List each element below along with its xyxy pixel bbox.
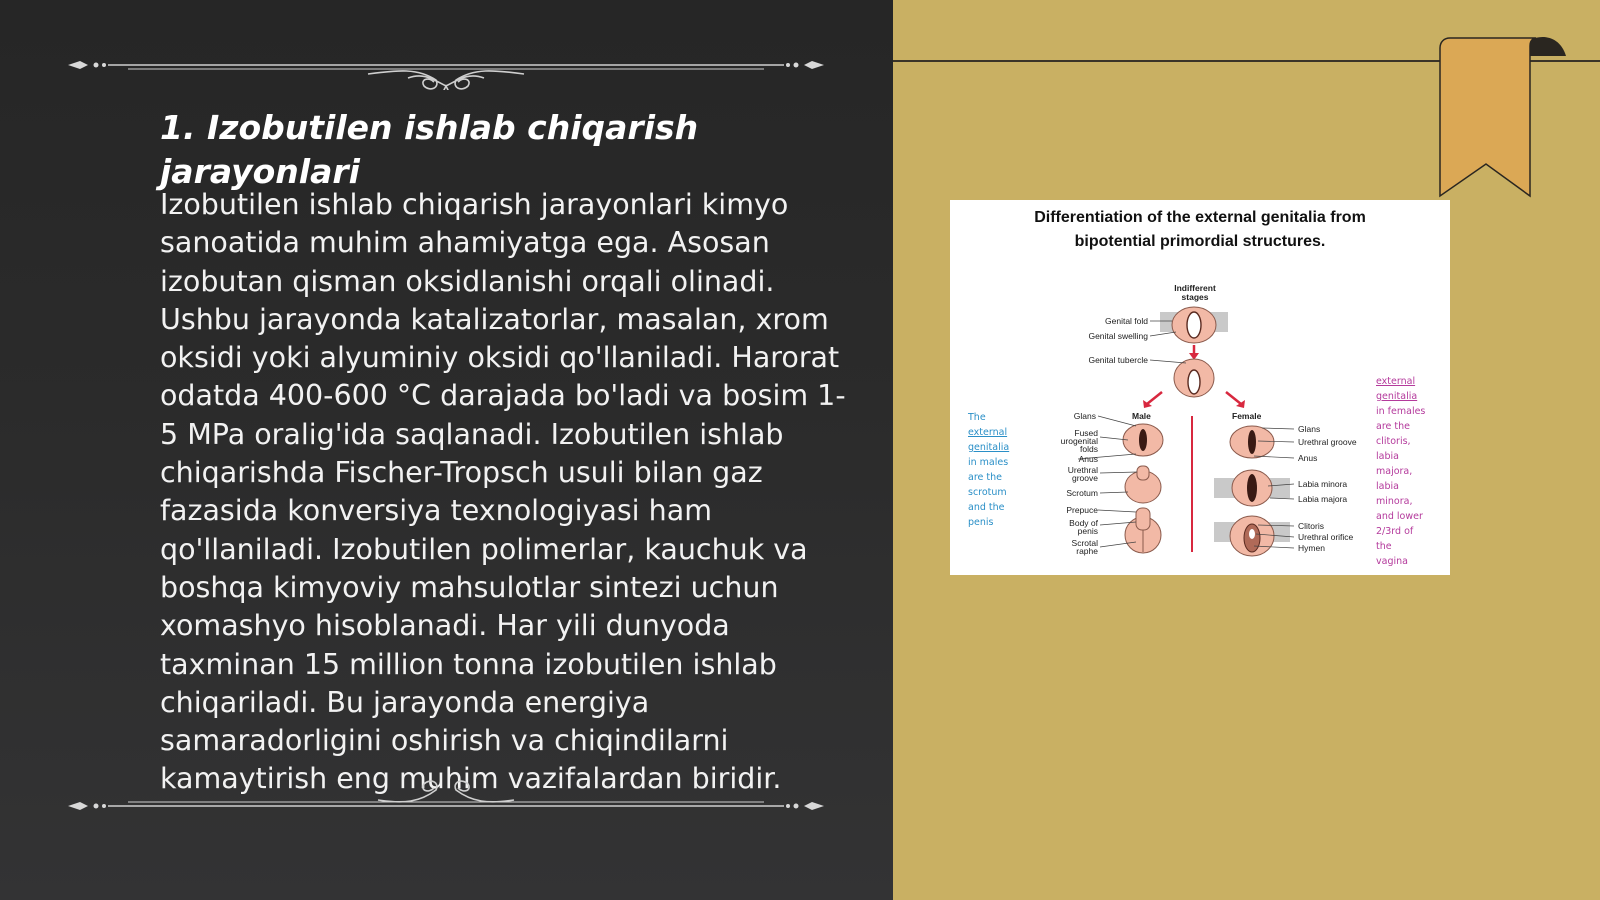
note-female-line: are the — [1376, 421, 1410, 432]
label-indifferent-stages — [1170, 284, 1220, 302]
label-male: Male — [1132, 411, 1151, 421]
figure-title-line1: Differentiation of the external genitalia from — [1034, 209, 1366, 226]
note-female-line: minora, — [1376, 496, 1413, 507]
label-female-hymen: Hymen — [1298, 543, 1325, 553]
label-female-glans: Glans — [1298, 424, 1321, 434]
note-female-line: the — [1376, 541, 1392, 552]
note-female-genitalia — [1376, 374, 1425, 569]
label-male-prepuce: Prepuce — [1066, 505, 1098, 515]
label-genital-fold: Genital fold — [1105, 316, 1148, 326]
note-male-line: external — [968, 427, 1008, 438]
label-male-fused-1: Fused — [1074, 428, 1098, 438]
note-female-line: labia — [1376, 451, 1399, 462]
top-ornament-divider — [68, 40, 824, 90]
note-female-line: majora, — [1376, 466, 1413, 477]
slide-title: 1. Izobutilen ishlab chiqarish jarayonlari — [160, 108, 699, 191]
label-female-labia-minora: Labia minora — [1298, 479, 1348, 489]
note-female-line: in females — [1376, 406, 1426, 417]
label-male-urethral-2: groove — [1072, 473, 1098, 483]
bottom-ornament-divider — [68, 776, 824, 826]
label-indifferent-1: Indifferent — [1174, 283, 1216, 293]
label-male-scrotum: Scrotum — [1066, 488, 1098, 498]
note-male-line: in males — [968, 457, 1009, 468]
label-female-clitoris: Clitoris — [1298, 521, 1324, 531]
note-male-line: scrotum — [968, 487, 1007, 498]
figure-title-line2: bipotential primordial structures. — [1074, 233, 1326, 250]
note-female-line: genitalia — [1376, 391, 1418, 402]
label-male-body-of-penis — [1040, 519, 1098, 535]
note-male-line: are the — [968, 472, 1002, 483]
label-indifferent-2: stages — [1181, 292, 1209, 302]
label-female-urethral-orifice: Urethral orifice — [1298, 532, 1354, 542]
label-genital-swelling: Genital swelling — [1088, 331, 1148, 341]
label-male-scrotal-1: Scrotal — [1071, 538, 1098, 548]
note-female-line: clitoris, — [1376, 436, 1411, 447]
note-male-line: genitalia — [968, 442, 1010, 453]
note-female-line: 2/3rd of — [1376, 526, 1414, 537]
note-male-line: penis — [968, 517, 994, 528]
note-female-line: labia — [1376, 481, 1399, 492]
note-male-line: and the — [968, 502, 1005, 513]
label-male-scrotal-2: raphe — [1076, 546, 1098, 556]
label-male-glans: Glans — [1073, 411, 1096, 421]
label-female-anus: Anus — [1298, 453, 1318, 463]
bookmark-ribbon — [1430, 34, 1580, 200]
slide-body-text: Izobutilen ishlab chiqarish jarayonlari kimyo sanoatida muhim ahamiyatga ega. Asosan izobutan qisman oksidlanishi orqali olinadi. Ushbu jarayonda katalizatorlar, masalan, xrom oksidi yoki alyuminiy oksidi qo'llaniladi. Harorat odatda 400-600 °C darajada bo'ladi va bosim 1-5 MPa oralig'ida saqlanadi. Izobutilen ishlab chiqarishda Fischer-Tropsch usuli bilan gaz fazasida konversiya texnologiyasi ham qo'llaniladi. Izobutilen polimerlar, kauchuk va boshqa kimyoviy mahsulotlar sintezi uchun xomashyo hisoblanadi. Har yili dunyoda taxminan 15 million tonna izobutilen ishlab chiqariladi. Bu jarayonda energiya samaradorligini oshirish va chiqindilarni kamaytirish eng muhim vazifalardan biridir. — [160, 188, 846, 796]
note-male-line: The — [968, 412, 986, 423]
label-male-body-2: penis — [1077, 526, 1098, 536]
note-male-genitalia — [968, 410, 1009, 530]
label-male-fused-folds — [1040, 429, 1098, 453]
figure-title — [950, 206, 1450, 254]
genitalia-differentiation-figure — [950, 200, 1450, 575]
note-female-line: vagina — [1376, 556, 1408, 567]
label-male-fused-3: folds — [1080, 444, 1098, 454]
label-male-fused-2: urogenital — [1060, 436, 1098, 446]
label-female-labia-majora: Labia majora — [1298, 494, 1348, 504]
label-male-urethral-groove — [1040, 466, 1098, 482]
label-male-anus: Anus — [1078, 454, 1098, 464]
label-male-body-1: Body of — [1069, 518, 1098, 528]
label-male-scrotal-raphe — [1040, 539, 1098, 555]
label-female-urethral-groove: Urethral groove — [1298, 437, 1357, 447]
label-female: Female — [1232, 411, 1262, 421]
note-female-line: and lower — [1376, 511, 1423, 522]
label-male-urethral-1: Urethral — [1067, 465, 1098, 475]
label-genital-tubercle: Genital tubercle — [1088, 355, 1148, 365]
note-female-line: external — [1376, 376, 1416, 387]
diagram-illustration — [950, 200, 1450, 575]
